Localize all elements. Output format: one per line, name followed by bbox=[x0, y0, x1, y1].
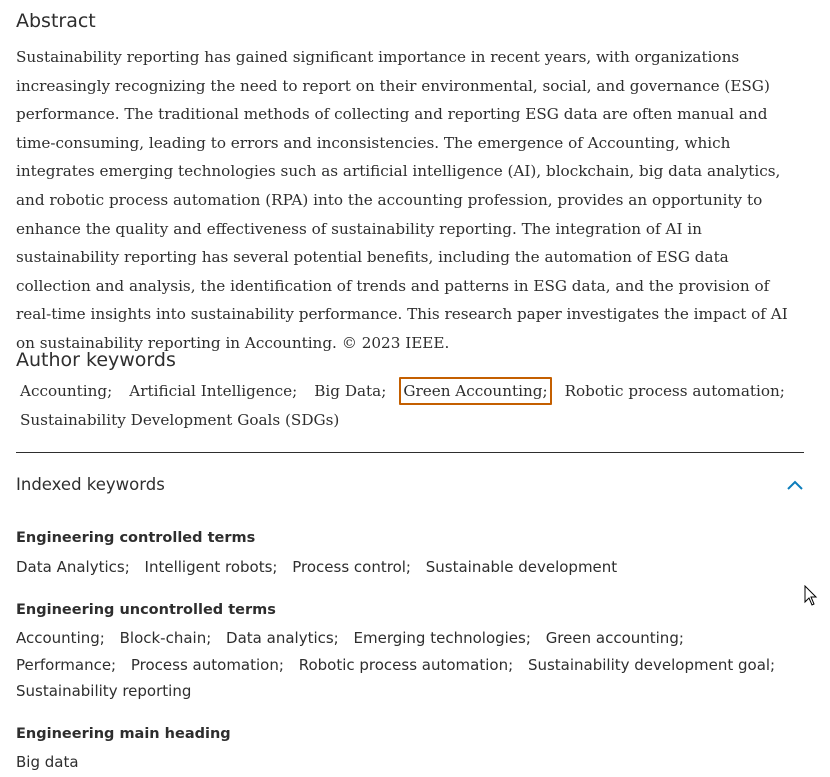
controlled-terms-title: Engineering controlled terms bbox=[16, 530, 256, 546]
author-keyword[interactable]: Accounting; bbox=[20, 382, 113, 400]
main-heading-list bbox=[16, 749, 804, 776]
main-heading-title: Engineering main heading bbox=[16, 726, 231, 742]
author-keyword-focused[interactable]: Green Accounting; bbox=[399, 377, 551, 405]
term-item: Sustainability development goal; bbox=[527, 655, 776, 674]
term-item: Robotic process automation; bbox=[298, 655, 514, 674]
indexed-keywords-toggle[interactable] bbox=[16, 470, 804, 500]
term-item: Intelligent robots; bbox=[144, 558, 278, 576]
author-keywords-heading: Author keywords bbox=[16, 349, 176, 371]
term-item: Performance; bbox=[16, 655, 117, 674]
author-keyword[interactable]: Robotic process automation; bbox=[564, 382, 785, 400]
term-item: Process control; bbox=[292, 558, 411, 576]
author-keyword[interactable]: Big Data; bbox=[314, 382, 387, 400]
author-keywords-list bbox=[16, 377, 806, 435]
term-item: Block-chain; bbox=[119, 629, 212, 647]
abstract-text: Sustainability reporting has gained significant importance in recent years, with organizations increasingly recognizing the need to report on their environmental, social, and governance (ESG) performance. The traditional methods of collecting and reporting ESG data are often manual and time-consuming, leading to errors and inconsistencies. The emergence of Accounting, which integrates emerging technologies such as artificial intelligence (AI), blockchain, big data analytics, and robotic process automation (RPA) into the accounting profession, provides an opportunity to enhance the quality and effectiveness of sustainability reporting. The integration of AI in sustainability reporting has several potential benefits, including the automation of ESG data collection and analysis, the identification of trends and patterns in ESG data, and the provision of real-time insights into sustainability performance. This research paper investigates the impact of AI on sustainability reporting in Accounting. © 2023 IEEE. bbox=[16, 48, 788, 352]
term-item: Process automation; bbox=[130, 655, 284, 674]
uncontrolled-terms-list bbox=[16, 625, 804, 705]
section-divider bbox=[16, 452, 804, 453]
abstract-heading: Abstract bbox=[16, 10, 96, 32]
mouse-pointer-icon bbox=[804, 585, 818, 607]
term-item: Big data bbox=[16, 753, 79, 771]
author-keyword[interactable]: Sustainability Development Goals (SDGs) bbox=[20, 411, 340, 429]
term-item: Emerging technologies; bbox=[353, 629, 531, 647]
uncontrolled-terms-title: Engineering uncontrolled terms bbox=[16, 602, 276, 618]
term-item: Data Analytics; bbox=[16, 558, 130, 576]
term-item: Data analytics; bbox=[226, 629, 339, 647]
author-keyword[interactable]: Artificial Intelligence; bbox=[129, 382, 298, 400]
controlled-terms-list bbox=[16, 554, 804, 581]
chevron-up-icon[interactable] bbox=[786, 476, 804, 494]
term-item: Sustainable development bbox=[425, 558, 618, 576]
indexed-keywords-title: Indexed keywords bbox=[16, 475, 165, 494]
term-item: Green accounting; bbox=[545, 629, 684, 647]
term-item: Accounting; bbox=[16, 629, 105, 647]
term-item: Sustainability reporting bbox=[16, 682, 192, 700]
